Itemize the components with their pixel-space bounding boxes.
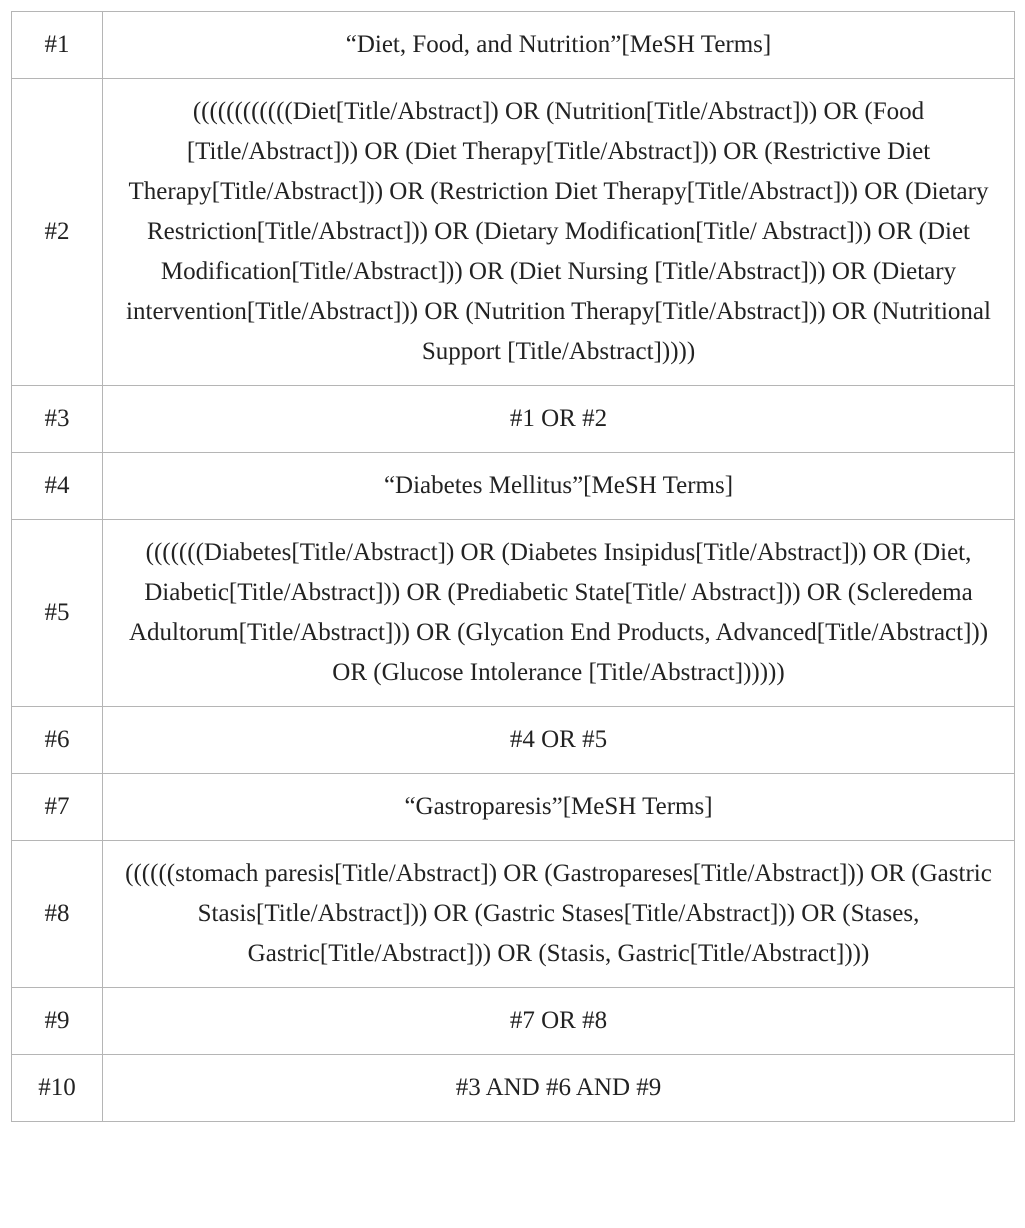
search-strategy-table — [11, 11, 1015, 1122]
search-id-cell: #1 — [12, 12, 103, 79]
table-row — [12, 707, 1015, 774]
search-query-cell: “Gastroparesis”[MeSH Terms] — [103, 774, 1015, 841]
search-id-cell: #10 — [12, 1055, 103, 1122]
search-id-cell: #4 — [12, 453, 103, 520]
search-id-cell: #9 — [12, 988, 103, 1055]
table-row — [12, 520, 1015, 707]
search-query-cell: “Diabetes Mellitus”[MeSH Terms] — [103, 453, 1015, 520]
table-row — [12, 12, 1015, 79]
search-id-cell: #2 — [12, 79, 103, 386]
search-id-cell: #7 — [12, 774, 103, 841]
search-query-cell: #7 OR #8 — [103, 988, 1015, 1055]
table-row — [12, 386, 1015, 453]
search-id-cell: #6 — [12, 707, 103, 774]
search-query-cell: “Diet, Food, and Nutrition”[MeSH Terms] — [103, 12, 1015, 79]
search-query-cell: ((((((((((((Diet[Title/Abstract]) OR (Nutrition[Title/Abstract])) OR (Food [Title/Abstract])) OR (Diet Therapy[Title/Abstract])) OR (Restrictive Diet Therapy[Title/Abstract])) OR (Restriction Diet Therapy[Title/Abstract])) OR (Dietary Restriction[Title/Abstract])) OR (Dietary Modification[Title/ Abstract])) OR (Diet Modification[Title/Abstract])) OR (Diet Nursing [Title/Abstract])) OR (Dietary intervention[Title/Abstract])) OR (Nutrition Therapy[Title/Abstract])) OR (Nutritional Support [Title/Abstract])))) — [103, 79, 1015, 386]
table-row — [12, 988, 1015, 1055]
table-row — [12, 841, 1015, 988]
search-id-cell: #3 — [12, 386, 103, 453]
table-row — [12, 1055, 1015, 1122]
table-row — [12, 453, 1015, 520]
search-query-cell: #3 AND #6 AND #9 — [103, 1055, 1015, 1122]
search-query-cell: (((((((Diabetes[Title/Abstract]) OR (Diabetes Insipidus[Title/Abstract])) OR (Diet, Diabetic[Title/Abstract])) OR (Prediabetic State[Title/ Abstract])) OR (Scleredema Adultorum[Title/Abstract])) OR (Glycation End Products, Advanced[Title/Abstract])) OR (Glucose Intolerance [Title/Abstract]))))) — [103, 520, 1015, 707]
search-id-cell: #8 — [12, 841, 103, 988]
search-strategy-body — [12, 12, 1015, 1122]
search-query-cell: #1 OR #2 — [103, 386, 1015, 453]
search-query-cell: ((((((stomach paresis[Title/Abstract]) OR (Gastropareses[Title/Abstract])) OR (Gastric Stasis[Title/Abstract])) OR (Gastric Stases[Title/Abstract])) OR (Stases, Gastric[Title/Abstract])) OR (Stasis, Gastric[Title/Abstract]))) — [103, 841, 1015, 988]
table-row — [12, 79, 1015, 386]
search-id-cell: #5 — [12, 520, 103, 707]
table-row — [12, 774, 1015, 841]
search-query-cell: #4 OR #5 — [103, 707, 1015, 774]
